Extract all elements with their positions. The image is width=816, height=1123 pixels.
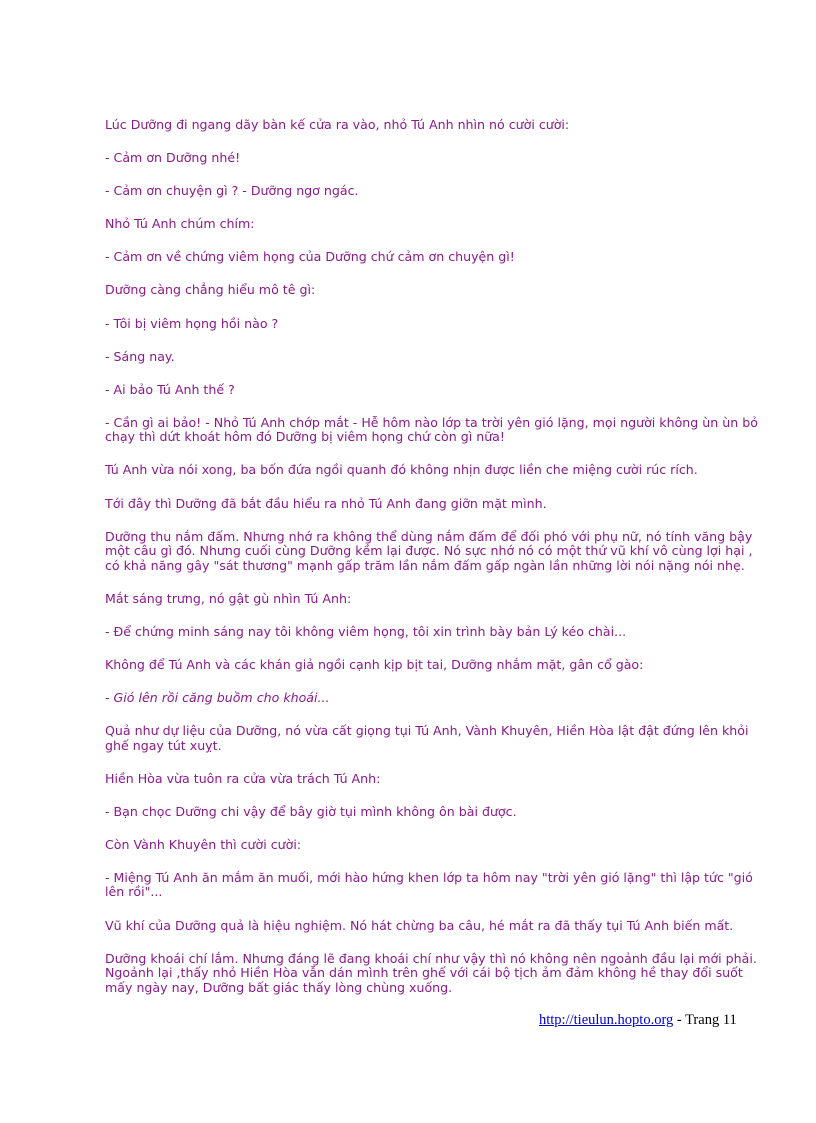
paragraph: - Cảm ơn về chứng viêm họng của Dưỡng chứ cảm ơn chuyện gì! — [105, 249, 515, 265]
paragraph: - Miệng Tú Anh ăn mắm ăn muối, mới hào hứng khen lớp ta hôm nay "trời yên gió lặng" thì lập tức "gió lên rồi"... — [105, 869, 753, 900]
paragraph: - Để chứng minh sáng nay tôi không viêm họng, tôi xin trình bày bản Lý kéo chài... — [105, 623, 627, 639]
paragraph: Dưỡng thu nắm đấm. Nhưng nhớ ra không thể dùng nắm đấm để đối phó với phụ nữ, nó tính văng bậy một câu gì đó. Nhưng cuối cùng Dưỡng kềm lại được. Nó sực nhớ nó có một thứ vũ khí vô cùng lợi hại , có khả năng gây "sát thương" mạnh gấp trăm lần nắm đấm gấp ngàn lần những lời nói nặng nói nhẹ. — [105, 528, 753, 573]
paragraph: Dưỡng khoái chí lắm. Nhưng đáng lẽ đang khoái chí như vậy thì nó không nên ngoảnh đầu lại mới phải. Ngoảnh lại ,thấy nhỏ Hiền Hòa vẫn dán mình trên ghế với cái bộ tịch ảm đảm không hề thay đổi suốt mấy ngày nay, Dưỡng bất giác thấy lòng chùng xuống. — [105, 950, 757, 995]
source-link[interactable]: http://tieulun.hopto.org — [539, 1012, 674, 1028]
paragraph: Vũ khí của Dưỡng quả là hiệu nghiệm. Nó hát chừng ba câu, hé mắt ra đã thấy tụi Tú Anh biến mất. — [105, 917, 734, 933]
story-text — [105, 118, 765, 1014]
paragraph: Quả như dự liệu của Dưỡng, nó vừa cất giọng tụi Tú Anh, Vành Khuyên, Hiền Hòa lật đật đứng lên khỏi ghế ngay tút xuỵt. — [105, 723, 749, 753]
paragraph: - Cảm ơn chuyện gì ? - Dưỡng ngơ ngác. — [105, 183, 359, 199]
paragraph: Dưỡng càng chẳng hiểu mô tê gì: — [105, 282, 316, 298]
paragraph: - Sáng nay. — [105, 348, 175, 364]
paragraph: - Gió lên rồi căng buồm cho khoái... — [105, 690, 330, 705]
page-footer — [539, 1012, 737, 1029]
paragraph: Nhỏ Tú Anh chúm chím: — [105, 216, 255, 232]
paragraph: Mắt sáng trưng, nó gật gù nhìn Tú Anh: — [105, 590, 352, 606]
paragraph: Còn Vành Khuyên thì cười cười: — [105, 836, 302, 852]
paragraph: Tới đây thì Dưỡng đã bắt đầu hiểu ra nhỏ Tú Anh đang giỡn mặt mình. — [105, 495, 547, 511]
paragraph: - Bạn chọc Dưỡng chi vậy để bây giờ tụi mình không ôn bài được. — [105, 803, 517, 819]
page-number: - Trang 11 — [673, 1012, 737, 1028]
paragraph: - Tôi bị viêm họng hồi nào ? — [105, 315, 279, 331]
paragraph: - Cảm ơn Dưỡng nhé! — [105, 150, 241, 166]
paragraph: Hiền Hòa vừa tuôn ra cửa vừa trách Tú Anh: — [105, 770, 381, 786]
paragraph: - Ai bảo Tú Anh thế ? — [105, 381, 235, 397]
paragraph: Tú Anh vừa nói xong, ba bốn đứa ngồi quanh đó không nhịn được liền che miệng cười rúc rích. — [105, 462, 698, 478]
paragraph: Lúc Dưỡng đi ngang dãy bàn kế cửa ra vào, nhỏ Tú Anh nhìn nó cười cười: — [105, 117, 570, 132]
paragraph: - Cần gì ai bảo! - Nhỏ Tú Anh chớp mắt - Hễ hôm nào lớp ta trời yên gió lặng, mọi người không ùn ùn bỏ chạy thì dứt khoát hôm đó Dưỡng bị viêm họng chứ còn gì nữa! — [105, 414, 758, 445]
paragraph: Không để Tú Anh và các khán giả ngồi cạnh kịp bịt tai, Dưỡng nhắm mặt, gân cổ gào: — [105, 656, 644, 672]
